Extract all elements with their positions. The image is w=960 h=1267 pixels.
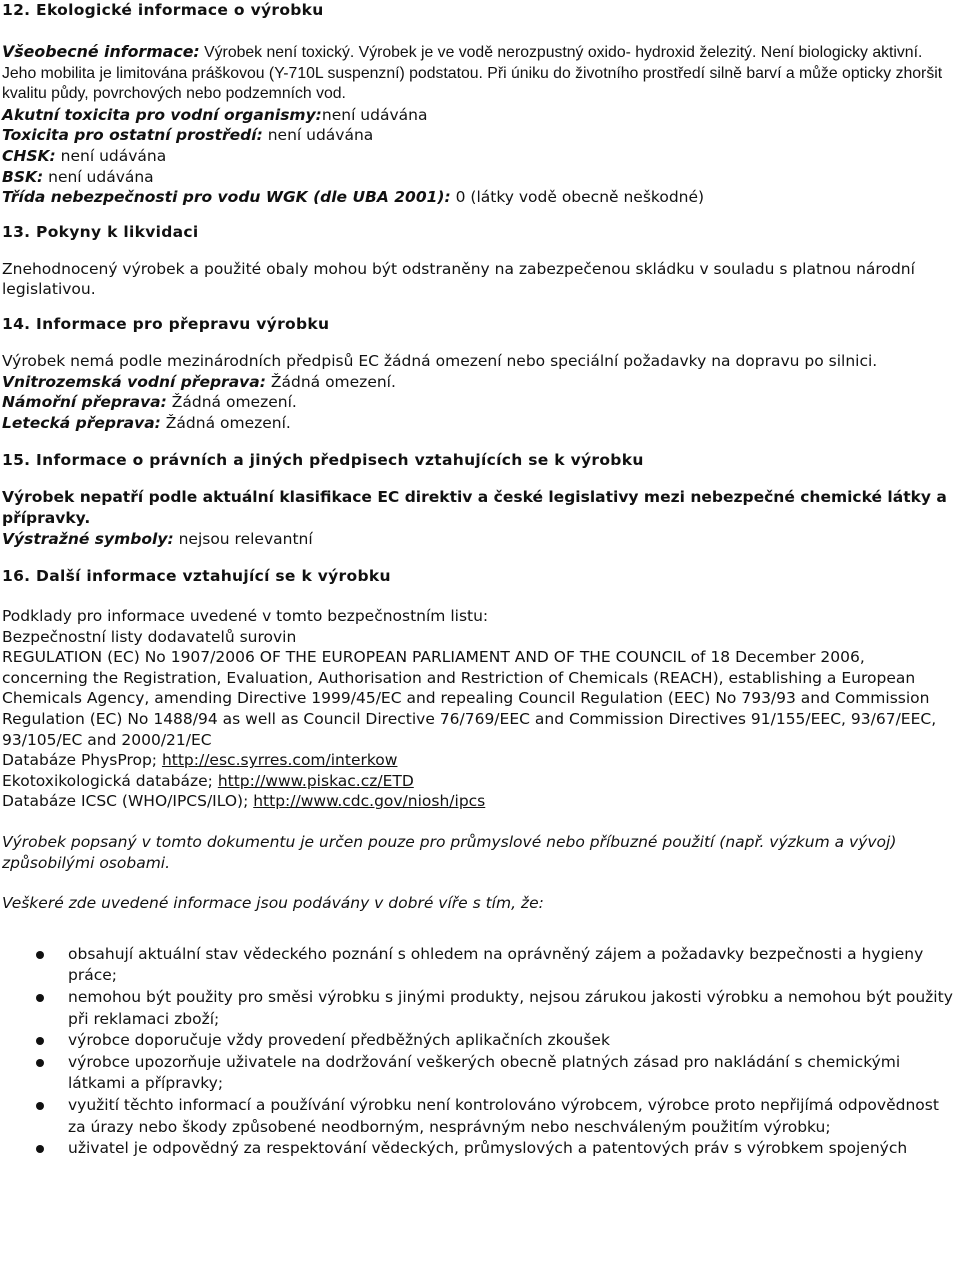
air-transport bbox=[2, 413, 954, 434]
general-info-label: Všeobecné informace: bbox=[2, 42, 200, 61]
env-toxicity bbox=[2, 125, 954, 146]
general-info-text: Výrobek není toxický. Výrobek je ve vodě nerozpustný oxido- hydroxid železitý. Není biologicky aktivní. Jeho mobilita je limitována práškovou (Y-710L suspenzní) podstatou. Při úniku do životního prostředí silně barví a může opticky zhoršit kvalitu půdy, povrchových nebo podzemních vod. bbox=[2, 44, 943, 103]
list-item bbox=[2, 1138, 954, 1160]
list-item bbox=[2, 944, 954, 987]
bullet-icon bbox=[36, 994, 44, 1002]
section-13-heading: 13. Pokyny k likvidaci bbox=[2, 222, 199, 241]
list-item-text: využití těchto informací a používání výrobku není kontrolováno výrobcem, výrobce proto nepřijímá odpovědnost za úrazy nebo škody způsobené neodborným, nesprávným nebo neschváleným použitím výrobku; bbox=[68, 1095, 939, 1136]
regulation-text: REGULATION (EC) No 1907/2006 OF THE EUROPEAN PARLIAMENT AND OF THE COUNCIL of 18 December 2006, concerning the Registration, Evaluation, Authorisation and Restriction of Chemicals (REACH), establishing a European Chemicals Agency, amending Directive 1999/45/EC and repealing Council Regulation (EEC) No 793/93 and Commission Regulation (EC) No 1488/94 as well as Council Directive 76/769/EEC and Commission Directives 91/155/EEC, 93/67/EEC, 93/105/EC and 2000/21/EC bbox=[2, 648, 937, 749]
bullet-icon bbox=[36, 1145, 44, 1153]
warning-symbols-label: Výstražné symboly: bbox=[2, 529, 174, 548]
database-physprop bbox=[2, 750, 954, 771]
usage-note: Výrobek popsaný v tomto dokumentu je určen pouze pro průmyslové nebo příbuzné použití (např. výzkum a vývoj) způsobilými osobami. bbox=[2, 833, 897, 872]
wgk-class-label: Třída nebezpečnosti pro vodu WGK (dle UBA 2001): bbox=[2, 188, 451, 207]
disclaimer-list bbox=[2, 944, 954, 1160]
air-transport-label: Letecká přeprava: bbox=[2, 413, 161, 432]
section-14-heading: 14. Informace pro přepravu výrobku bbox=[2, 314, 330, 333]
aquatic-toxicity-value: není udávána bbox=[321, 105, 428, 124]
list-item bbox=[2, 1095, 954, 1138]
inland-transport-label: Vnitrozemská vodní přeprava: bbox=[2, 372, 266, 391]
physprop-link[interactable]: http://esc.syrres.com/interkow bbox=[161, 751, 398, 770]
chsk-label: CHSK: bbox=[2, 146, 56, 165]
sea-transport bbox=[2, 392, 954, 413]
chsk-value: není udávána bbox=[55, 146, 167, 165]
transport-text: Výrobek nemá podle mezinárodních předpisů EC žádná omezení nebo speciální požadavky na dopravu po silnici. bbox=[2, 351, 878, 370]
bsk-label: BSK: bbox=[2, 167, 44, 186]
warning-symbols bbox=[2, 529, 954, 550]
database-ecotox-label: Ekotoxikologická databáze; bbox=[2, 771, 218, 790]
list-item-text: výrobce doporučuje vždy provedení předběžných aplikačních zkoušek bbox=[68, 1031, 610, 1050]
classification-text: Výrobek nepatří podle aktuální klasifikace EC direktiv a české legislativy mezi nebezpečné chemické látky a přípravky. bbox=[2, 488, 947, 527]
bsk-value: není udávána bbox=[43, 167, 154, 186]
section-16-heading: 16. Další informace vztahující se k výrobku bbox=[2, 567, 391, 586]
list-item-text: nemohou být použity pro směsi výrobku s jinými produkty, nejsou zárukou jakosti výrobku a nemohou být použity při reklamaci zboží; bbox=[68, 988, 953, 1028]
bullet-icon bbox=[36, 1059, 44, 1067]
bullet-icon bbox=[36, 1102, 44, 1110]
section-12-heading: 12. Ekologické informace o výrobku bbox=[2, 1, 324, 19]
sea-transport-value: Žádná omezení. bbox=[166, 393, 297, 412]
section-15-heading: 15. Informace o právních a jiných předpisech vztahujících se k výrobku bbox=[2, 451, 644, 470]
database-ecotox bbox=[2, 771, 954, 792]
database-icsc-label: Databáze ICSC (WHO/IPCS/ILO); bbox=[2, 792, 254, 811]
disclaimer-intro: Veškeré zde uvedené informace jsou podávány v dobré víře s tím, že: bbox=[2, 894, 544, 913]
sources-line: Bezpečnostní listy dodavatelů surovin bbox=[2, 627, 297, 646]
aquatic-toxicity-label: Akutní toxicita pro vodní organismy: bbox=[2, 105, 322, 124]
disposal-text: Znehodnocený výrobek a použité obaly mohou být odstraněny na zabezpečenou skládku v souladu s platnou národní legislativou. bbox=[2, 259, 915, 299]
wgk-class-value: 0 (látky vodě obecně neškodné) bbox=[450, 188, 705, 207]
bsk bbox=[2, 167, 954, 188]
list-item-text: obsahují aktuální stav vědeckého poznání s ohledem na oprávněný zájem a požadavky bezpečnosti a hygieny práce; bbox=[68, 944, 924, 985]
list-item bbox=[2, 1030, 954, 1052]
inland-transport-value: Žádná omezení. bbox=[265, 372, 396, 391]
list-item bbox=[2, 1052, 954, 1095]
list-item-text: uživatel je odpovědný za respektování vědeckých, průmyslových a patentových práv s výrobkem spojených bbox=[68, 1139, 908, 1158]
warning-symbols-value: nejsou relevantní bbox=[173, 529, 313, 548]
list-item bbox=[2, 987, 954, 1030]
sources-intro: Podklady pro informace uvedené v tomto bezpečnostním listu: bbox=[2, 607, 489, 626]
general-info bbox=[2, 42, 954, 105]
database-physprop-label: Databáze PhysProp; bbox=[2, 751, 162, 770]
bullet-icon bbox=[36, 951, 44, 959]
env-toxicity-value: není udávána bbox=[262, 126, 374, 145]
bullet-icon bbox=[36, 1037, 44, 1045]
env-toxicity-label: Toxicita pro ostatní prostředí: bbox=[2, 126, 263, 145]
list-item-text: výrobce upozorňuje uživatele na dodržování veškerých obecně platných zásad pro nakládání s chemickými látkami a přípravky; bbox=[68, 1052, 901, 1093]
air-transport-value: Žádná omezení. bbox=[160, 413, 291, 432]
inland-transport bbox=[2, 372, 954, 393]
chsk bbox=[2, 146, 954, 167]
ecotox-link[interactable]: http://www.piskac.cz/ETD bbox=[217, 771, 414, 790]
aquatic-toxicity bbox=[2, 105, 954, 126]
icsc-link[interactable]: http://www.cdc.gov/niosh/ipcs bbox=[253, 792, 486, 811]
database-icsc bbox=[2, 791, 954, 812]
sea-transport-label: Námořní přeprava: bbox=[2, 393, 167, 412]
wgk-class bbox=[2, 187, 954, 208]
document-page bbox=[2, 0, 954, 1160]
